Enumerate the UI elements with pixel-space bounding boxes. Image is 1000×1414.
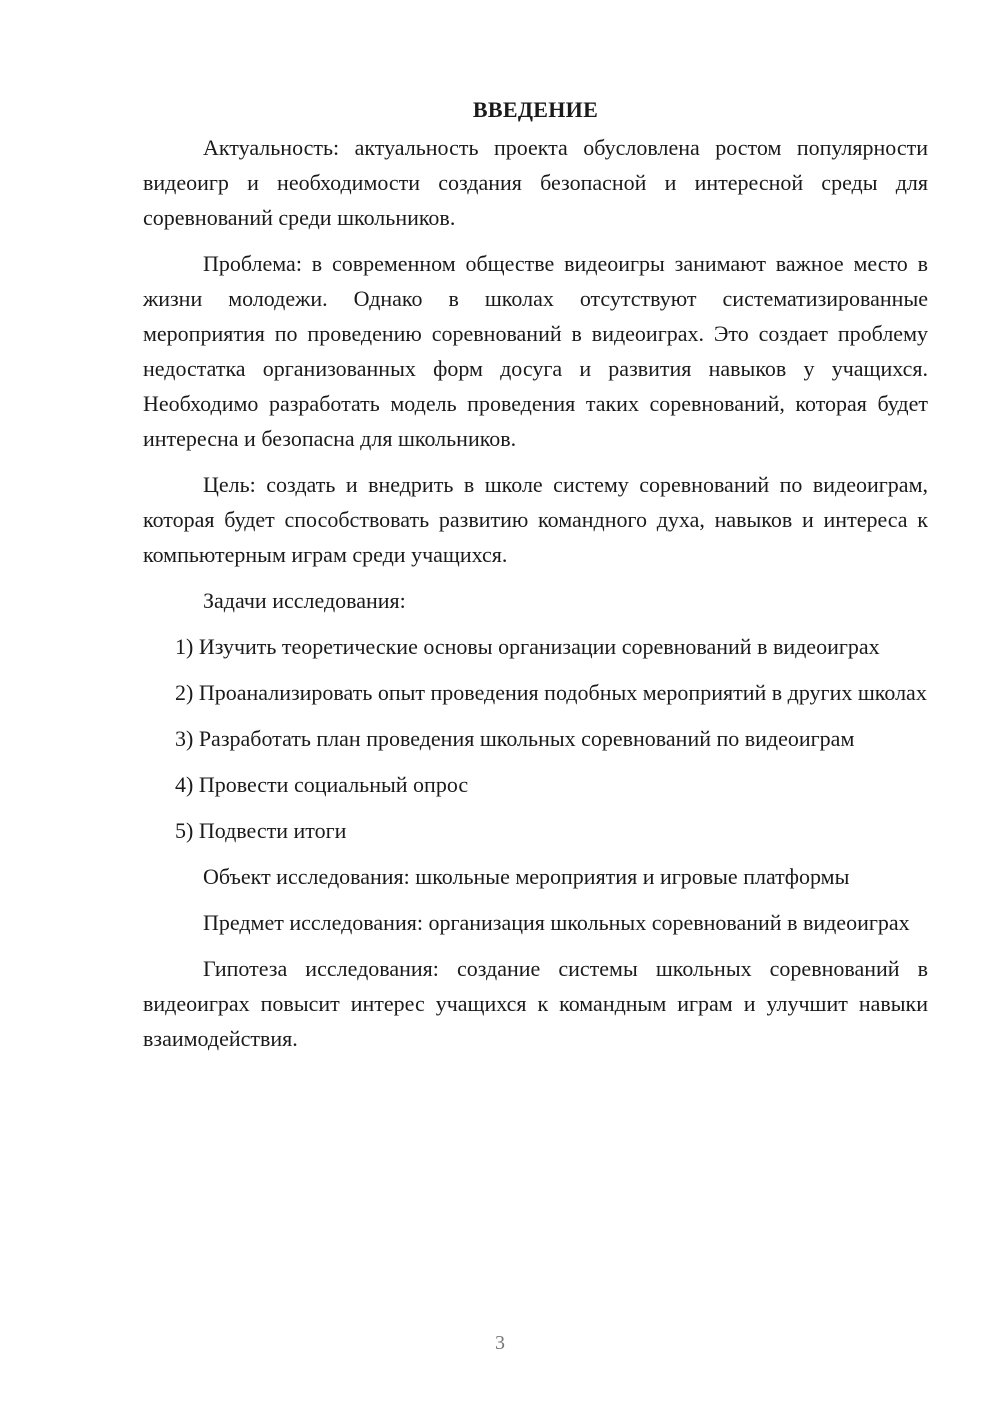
paragraph-problem: Проблема: в современном обществе видеоигры занимают важное место в жизни молодежи. Однако в школах отсутствуют систематизированные мероприятия по проведению соревнований в видеоиграх. Это создает проблему недостатка организованных форм досуга и развития навыков у учащихся. Необходимо разработать модель проведения таких соревнований, которая будет интересна и безопасна для школьников. [143,251,928,451]
page-title: ВВЕДЕНИЕ [472,97,599,122]
page-number: 3 [495,1332,505,1354]
list-item: 4) Провести социальный опрос [175,772,469,797]
document-page [143,92,928,1067]
list-item: 5) Подвести итоги [175,818,347,843]
paragraph-goal: Цель: создать и внедрить в школе систему соревнований по видеоиграм, которая будет способствовать развитию командного духа, навыков и интереса к компьютерным играм среди учащихся. [143,472,928,567]
list-item: 3) Разработать план проведения школьных соревнований по видеоиграм [175,726,855,751]
tasks-list [143,629,928,848]
paragraph-relevance: Актуальность: актуальность проекта обусловлена ростом популярности видеоигр и необходимости создания безопасной и интересной среды для соревнований среди школьников. [143,135,928,230]
tasks-heading: Задачи исследования: [203,588,406,613]
paragraph-subject: Предмет исследования: организация школьных соревнований в видеоиграх [203,910,910,935]
paragraph-hypothesis: Гипотеза исследования: создание системы школьных соревнований в видеоиграх повысит интерес учащихся к командным играм и улучшит навыки взаимодействия. [143,956,928,1051]
list-item: 1) Изучить теоретические основы организации соревнований в видеоиграх [175,634,880,659]
paragraph-object: Объект исследования: школьные мероприятия и игровые платформы [203,864,850,889]
list-item: 2) Проанализировать опыт проведения подобных мероприятий в других школах [175,680,927,705]
